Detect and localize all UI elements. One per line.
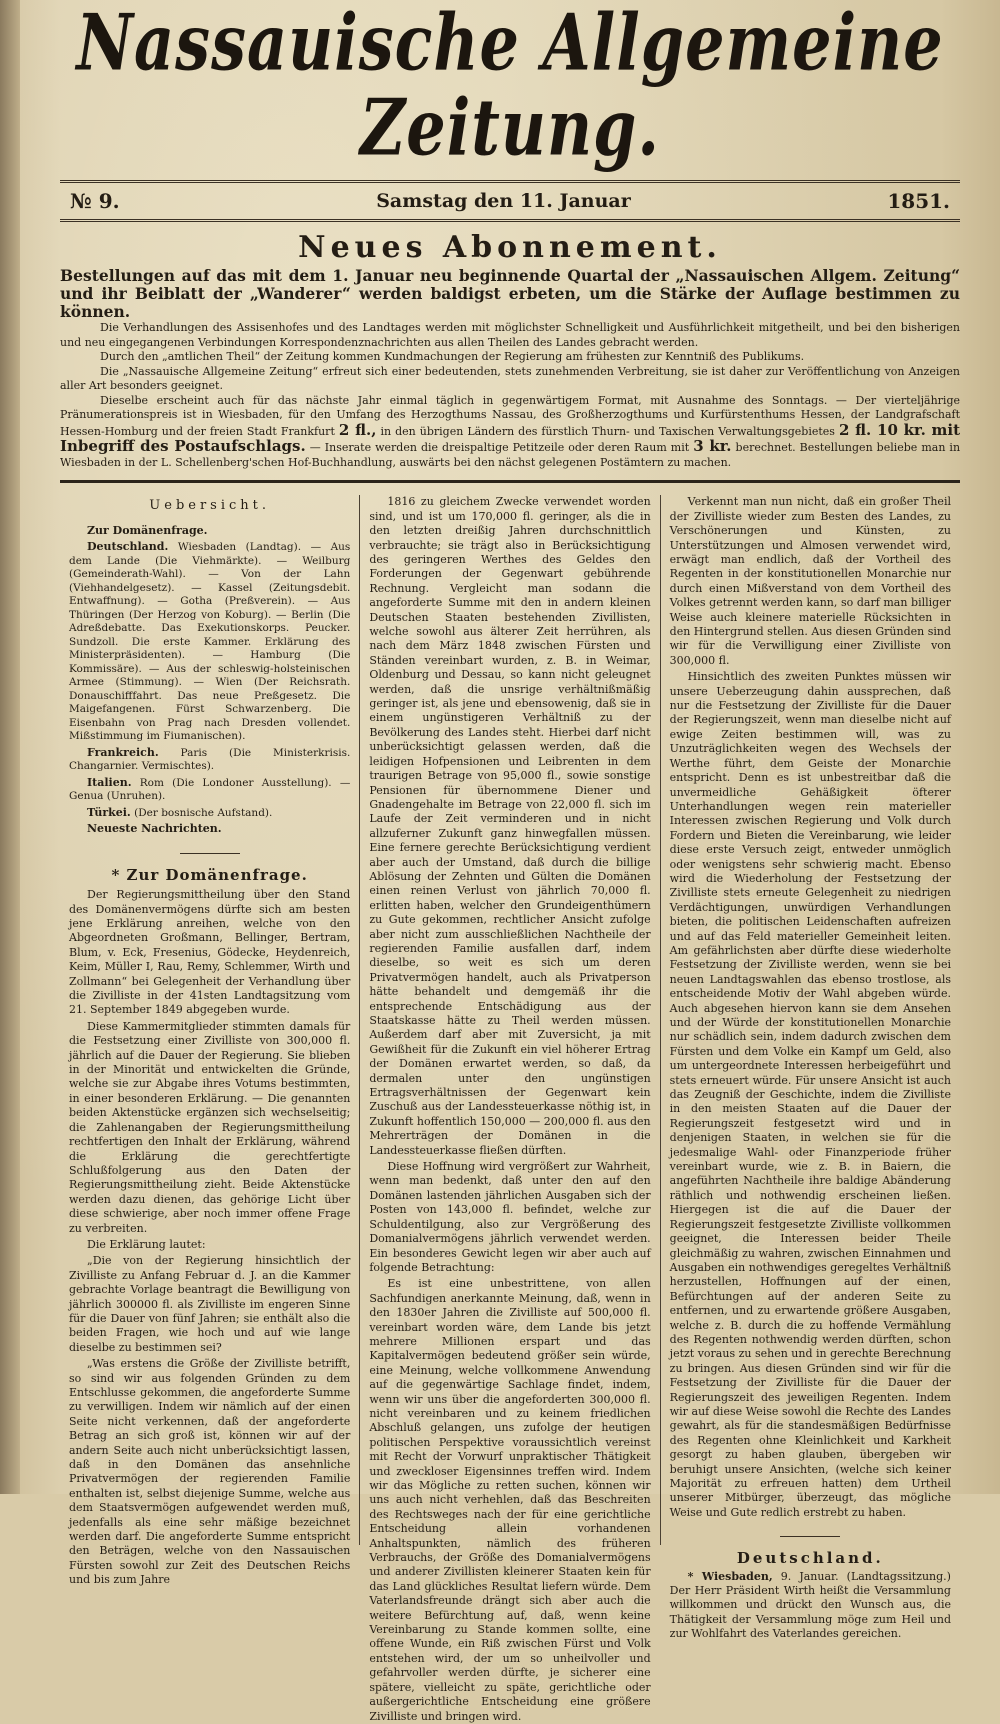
overview-item	[69, 746, 350, 774]
overview-list	[69, 524, 350, 837]
overview-item	[69, 776, 350, 804]
wiesbaden-news-text: 9. Januar. (Landtagssitzung.) Der Herr Präsident Wirth heißt die Versammlung willkommen und drückt den Wunsch aus, die Thätigkeit der Versammlung möge zum Heil und zur Wohlfahrt des Vaterlandes gereichen.	[669, 1569, 951, 1641]
overview-item-text: Wiesbaden (Landtag). — Aus dem Lande (Die Viehmärkte). — Weilburg (Gemeinderath-Wahl). — Von der Lahn (Viehhandelgesetz). — Kassel (Zeitungsdebit. Entwaffnung). — Gotha (Preßverein). — Aus Thüringen (Der Herzog von Koburg). — Berlin (Die Adreßdebatte. Das Exekutionskorps. Peucker. Sundzoll. Die erste Kammer. Erklärung des Ministerpräsidenten). — Hamburg (Die Kommissäre). — Aus der schleswig-holsteinischen Armee (Stimmung). — Wien (Der Reichsrath. Donauschifffahrt. Das neue Preßgesetz. Die Maigefangenen. Fürst Schwarzenberg. Die Eisenbahn von Prag nach Dresden vollendet. Mißstimmung im Fiumanischen).	[69, 541, 351, 743]
subscription-price-text-d: berechnet. Bestellungen beliebe man in Wiesbaden in der L. Schellenberg'schen Hof-Buchhandlung, auswärts bei den nächst gelegenen Postämtern zu machen.	[60, 441, 961, 469]
article-paragraph: Verkennt man nun nicht, daß ein großer Theil der Zivilliste wieder zum Besten des Landes, zu Verschönerungen und Künsten, zu Unterstützungen und Almosen verwendet wird, erwägt man endlich, daß der Vortheil des Regenten in der konstitutionellen Monarchie nur durch einen Mißverstand von dem Vortheil des Volkes getrennt werden kann, so darf man billiger Weise auch kleinere materielle Rücksichten in den Hintergrund stellen. Aus diesen Gründen sind wir für die Verwilligung einer Zivilliste von 300,000 fl.	[669, 495, 951, 667]
subscription-title: Neues Abonnement.	[298, 230, 722, 266]
overview-item-head: Zur Domänenfrage.	[87, 523, 208, 537]
article-paragraph: Der Regierungsmittheilung über den Stand des Domänenvermögens dürfte sich am besten jene Erklärung anreihen, welche von den Abgeordneten Großmann, Bellinger, Bertram, Blum, v. Eck, Fresenius, Gödecke, Heydenreich, Keim, Müller I, Rau, Remy, Schlemmer, Wirth und Zollmann“ bei Gelegenheit der Verhandlung über die Zivilliste in der 41sten Landtagsitzung vom 21. September 1849 abgegeben wurde.	[69, 888, 351, 1017]
overview-item-text: Rom (Die Londoner Ausstellung). — Genua (Unruhen).	[69, 776, 351, 803]
issue-date: Samstag den 11. Januar	[376, 190, 631, 213]
overview-item-head: Deutschland.	[87, 540, 169, 554]
article-paragraph: Es ist eine unbestrittene, von allen Sachfundigen anerkannte Meinung, daß, wenn in den 1830er Jahren die Zivilliste auf 500,000 fl. vereinbart worden wäre, dem Lande bis jetzt mehrere Millionen erspart und das Kapitalvermögen bedeutend größer sein würde, eine Meinung, welche vollkommene Anwendung auf die gegenwärtige Sachlage findet, indem, wenn wir uns über die angeforderten 300,000 fl. nicht vereinbaren und zu keinem friedlichen Abschluß gelangen, uns zufolge der heutigen politischen Perspektive voraussichtlich vereinst mit Recht der Vorwurf unpraktischer Thätigkeit und zweckloser Eigensinnes treffen wird. Indem wir das Mögliche zu retten suchen, können wir uns auch nicht verhehlen, daß das Beschreiten des Rechtsweges nach der für eine gerichtliche Entscheidung allein vorhandenen Anhaltspunkten, nämlich des früheren Verbrauchs, der Größe des Domanialvermögens und anderer Zivillisten kleinerer Staaten kein für das Land glückliches Resultat liefern würde. Dem Vaterlandsfreunde drängt sich aber auch die weitere Befürchtung auf, daß, wenn keine Vereinbarung zu Stande kommen sollte, eine offene Wunde, ein Riß zwischen Fürst und Volk entstehen wird, der um so unheilvoller und gefahrvoller werden dürfte, je sicherer eine spätere, vielleicht zu späte, gerichtliche oder außergerichtliche Entscheidung eine größere Zivilliste und bringen wird.	[369, 1277, 651, 1723]
overview-item	[69, 822, 350, 837]
subscription-paragraph-4	[60, 394, 960, 471]
column-3	[660, 495, 960, 1641]
overview-item	[69, 524, 350, 539]
subscription-price-foreign: 2 fl. 10 kr. mit Inbegriff des Postaufschlags.	[60, 420, 961, 456]
masthead-title: Nassauische Allgemeine Zeitung.	[76, 0, 944, 174]
column-1	[60, 495, 359, 1587]
overview-item-head: Türkei.	[87, 805, 131, 819]
column-2-body	[369, 495, 650, 1724]
section-divider	[60, 480, 960, 483]
overview-title: Uebersicht.	[149, 498, 271, 514]
overview-item	[69, 540, 350, 744]
article-paragraph: Diese Kammermitglieder stimmten damals für die Festsetzung einer Zivilliste von 300,000 fl. jährlich auf die Dauer der Regierung. Sie blieben in der Minorität und entwickelten die Gründe, welche sie zur Abgabe ihres Votums bestimmten, in einer besonderen Erklärung. — Die genannten beiden Aktenstücke ergänzen sich wechselseitig; die Zahlenangaben der Regierungsmittheilung rechtfertigen den Inhalt der Erklärung, während die Erklärung die gerechtfertigte Schlußfolgerung aus den Daten der Regierungsmittheilung zieht. Beide Aktenstücke werden dazu dienen, das gehörige Licht über diese schwierige, aber noch immer offene Frage zu verbreiten.	[69, 1019, 351, 1235]
subscription-price-text-c: — Inserate werden die dreispaltige Petitzeile oder deren Raum mit	[309, 441, 690, 455]
subscription-paragraph-2: Durch den „amtlichen Theil“ der Zeitung kommen Kundmachungen der Regierung am frühesten zur Kenntniß des Publikums.	[100, 350, 805, 364]
subscription-paragraph-3: Die „Nassauische Allgemeine Zeitung“ erfreut sich einer bedeutenden, stets zunehmenden Verbreitung, sie ist daher zur Veröffentlichung von Anzeigen aller Art besonders geeignet.	[60, 364, 960, 393]
subscription-price-insert: 3 kr.	[693, 437, 732, 456]
overview-item-head: Frankreich.	[87, 745, 159, 759]
dateline	[60, 180, 960, 222]
domain-article-body	[69, 888, 350, 1588]
overview-item-head: Neueste Nachrichten.	[87, 822, 222, 836]
binding-spine	[0, 0, 20, 1494]
article-paragraph: 1816 zu gleichem Zwecke verwendet worden sind, und ist um 170,000 fl. geringer, als die in den letzten dreißig Jahren durchschnittlich verbrauchte; sie trägt also in Berücksichtigung des geringeren Werthes des Geldes den Forderungen der Gegenwart gebührende Rechnung. Vergleicht man sodann die angeforderte Summe mit den in andern kleinen Deutschen Staaten bestehenden Zivillisten, welche sowohl aus älterer Zeit herrühren, als nach dem März 1848 zwischen Fürsten und Ständen vereinbart wurden, z. B. in Weimar, Oldenburg und Dessau, so kann nicht geleugnet werden, daß die unsrige verhältnißmäßig geringer ist, als jene und ebensowenig, daß sie in einem ungünstigeren Verhältniß zu der Bevölkerung des Landes steht. Hierbei darf nicht unberücksichtigt gelassen werden, daß die leidigen Hofpensionen und Leibrenten in dem traurigen Betrage von 95,000 fl., sowie sonstige Pensionen für übernommene Diener und Gnadengehalte im Betrage von 22,000 fl. sich im Laufe der Zeit verminderen und in nicht allzuferner Zukunft ganz hinwegfallen müssen. Eine fernere gerechte Berücksichtigung verdient aber auch der Umstand, daß durch die billige Ablösung der Zehnten und Gülten die Domänen einen reinen Verlust von jährlich 70,000 fl. erlitten haben, welcher den Grundeigenthümern zu Gute gekommen, rechtlicher Ansicht zufolge aber nicht zum ausschließlichen Nachtheile der regierenden Familie ausfallen darf, indem dieselbe, so weit es sich um deren Privatvermögen handelt, auch als Privatperson hätte behandelt und demgemäß ihr die entsprechende Entschädigung aus der Staatskasse hätte zu Theil werden müssen. Außerdem darf aber mit Zuversicht, ja mit Gewißheit für die Zukunft ein viel höherer Ertrag der Domänen erwartet werden, so daß, da dermalen unter den ungünstigen Ertragsverhältnissen der Gegenwart kein Zuschuß aus der Landessteuerkasse nöthig ist, in Zukunft hoffentlich 150,000 — 200,000 fl. aus den Mehrerträgen der Domänen in die Landessteuerkasse fließen dürften.	[369, 495, 651, 1157]
subscription-price-text-a: Dieselbe erscheint auch für das nächste Jahr einmal täglich in gegenwärtigem Format, mit Ausnahme des Sonntags. — Der vierteljährige Pränumerationspreis ist in Wiesbaden, für den Umfang des Herzogthums Nassau, des Großherzogthums und Kurfürstenthums Hessen, der Landgrafschaft Hessen-Homburg und der freien Stadt Frankfurt	[60, 393, 960, 438]
overview-item-head: Italien.	[87, 775, 132, 789]
article-paragraph: Diese Hoffnung wird vergrößert zur Wahrheit, wenn man bedenkt, daß unter den auf den Domänen lastenden jährlichen Ausgaben sich der Posten von 143,000 fl. befindet, welche zur Schuldentilgung, also zur Vergrößerung des Domanialvermögens jährlich verwendet werden. Ein besonderes Gewicht legen wir aber auch auf folgende Betrachtung:	[369, 1160, 651, 1274]
domain-article-title: * Zur Domänenfrage.	[111, 865, 308, 884]
overview-item-text: (Der bosnische Aufstand).	[134, 806, 273, 819]
subscription-lead: Bestellungen auf das mit dem 1. Januar neu beginnende Quartal der „Nassauischen Allgem. Zeitung“ und ihr Beiblatt der „Wanderer“ werden baldigst erbeten, um die Stärke der Auflage bestimmen zu können.	[60, 266, 960, 322]
issue-number: № 9.	[70, 189, 120, 214]
column-3-body	[670, 495, 951, 1520]
subscription-paragraph-1: Die Verhandlungen des Assisenhofes und des Landtages werden mit möglichster Schnelligkeit und Ausführlichkeit mitgetheilt, und bei den bisherigen und neu eingegangenen Verbindungen Korrespondenznachrichten aus allen Theilen des Landes gebracht werden.	[60, 321, 960, 349]
deutschland-section-title: Deutschland.	[736, 1549, 884, 1568]
wiesbaden-news-head: * Wiesbaden,	[687, 1569, 773, 1583]
overview-divider	[180, 853, 240, 854]
article-paragraph: „Was erstens die Größe der Zivilliste betrifft, so sind wir aus folgenden Gründen zu dem Entschlusse gekommen, die angeforderte Summe zu verwilligen. Indem wir nämlich auf der einen Seite nicht verkennen, daß der angeforderte Betrag an sich groß ist, können wir auf der andern Seite auch nicht unberücksichtigt lassen, daß in den Domänen das ansehnliche Privatvermögen der regierenden Familie enthalten ist, selbst diejenige Summe, welche aus dem Staatsvermögen aufgewendet werden muß, jedenfalls als eine sehr mäßige bezeichnet werden darf. Die angeforderte Summe entspricht den Beträgen, welche von den Nassauischen Fürsten sowohl zur Zeit des Deutschen Reichs und bis zum Jahre	[69, 1357, 351, 1587]
article-columns	[60, 495, 960, 1723]
article-paragraph: Die Erklärung lautet:	[87, 1237, 206, 1251]
column-3-divider	[780, 1536, 840, 1537]
wiesbaden-news-item	[670, 1570, 951, 1642]
article-paragraph: „Die von der Regierung hinsichtlich der Zivilliste zu Anfang Februar d. J. an die Kammer gebrachte Vorlage beantragt die Bewilligung von jährlich 300000 fl. als Zivilliste im engeren Sinne für die Dauer von fünf Jahren; sie enthält also die beiden Fragen, wie hoch und auf wie lange dieselbe zu bestimmen sei?	[69, 1254, 351, 1354]
overview-item	[69, 806, 350, 821]
issue-year: 1851.	[887, 189, 950, 214]
subscription-price-text-b: in den übrigen Ländern des fürstlich Thurn- und Taxischen Verwaltungsgebietes	[380, 424, 835, 438]
article-paragraph: Hinsichtlich des zweiten Punktes müssen wir unsere Ueberzeugung dahin aussprechen, daß nur die Festsetzung der Zivilliste für die Dauer der Regierungszeit, wenn man dieselbe nicht auf ewige Zeiten bestimmen will, was zu Unzuträglichkeiten wegen des Wechsels der Werthe führt, dem Geiste der Monarchie entspricht. Denn es ist unbestreitbar daß die unvermeidliche Gehäßigkeit öfterer Unterhandlungen wegen rein materieller Interessen zwischen Regierung und Volk durch Fordern und Bieten die Vereinbarung, wie leider diese erste Versuch zeigt, entweder unmöglich oder wenigstens sehr schwierig macht. Ebenso wird die Wiederholung der Festsetzung der Zivilliste stets erneute Gelegenheit zu niedrigen Verdächtigungen, unwürdigen Verhandlungen bieten, die politischen Leidenschaften aufreizen und auf das Feld materieller Gemeinheit leiten. Am gefährlichsten aber dürfte diese wiederholte Festsetzung der Zivilliste werden, wenn sie bei neuen Landtagswahlen das ebenso trostlose, als entscheidende Motiv der Wahl abgeben würde. Auch abgesehen hiervon kann sie dem Ansehen und der Würde der konstitutionellen Monarchie nur schädlich sein, indem dadurch zwischen dem Fürsten und dem Volke ein Kampf um Geld, also um untergeordnete Interessen herbeigeführt und stets erneuert würde. Für unsere Ansicht ist auch das Zeugniß der Geschichte, indem die Zivilliste in den meisten Staaten auf die Dauer der Regierungszeit festgesetzt wird und in denjenigen Staaten, in welchen sie für die jedesmalige Wahl- oder Finanzperiode früher vereinbart wurde, wie z. B. in Baiern, die angeführten Nachtheile ihre baldige Abänderung räthlich und nothwendig erscheinen ließen. Hiergegen ist die auf die Dauer der Regierungszeit festgesetzte Zivilliste vollkommen geeignet, die Interessen beider Theile gleichmäßig zu wahren, zwischen Einnahmen und Ausgaben ein nothwendiges geregeltes Verhältniß herzustellen, Hoffnungen auf der einen, Befürchtungen auf der anderen Seite zu entfernen, und zu erwartende größere Ausgaben, welche z. B. durch die zu hoffende Vermählung des Regenten nothwendig werden dürften, schon jetzt voraus zu sehen und in gerechte Berechnung zu bringen. Aus diesen Gründen sind wir für die Festsetzung der Zivilliste für die Dauer der Regierungszeit des jeweiligen Regenten. Indem wir auf diese Weise sowohl die Rechte des Landes gewahrt, als für die standesmäßigen Bedürfnisse des Regenten ohne Kleinlichkeit und Karkheit gesorgt zu haben glauben, übergeben wir beruhigt unsere Ansichten, (welche sich keiner Majorität zu erfreuen hatten) dem Urtheil unserer Mitbürger, überzeugt, das mögliche Weise und Gute redlich erstrebt zu haben.	[669, 670, 951, 1519]
overview-item-text: Paris (Die Ministerkrisis. Changarnier. Vermischtes).	[69, 746, 351, 773]
subscription-price-domestic: 2 fl.,	[338, 420, 377, 439]
column-2	[359, 495, 659, 1723]
